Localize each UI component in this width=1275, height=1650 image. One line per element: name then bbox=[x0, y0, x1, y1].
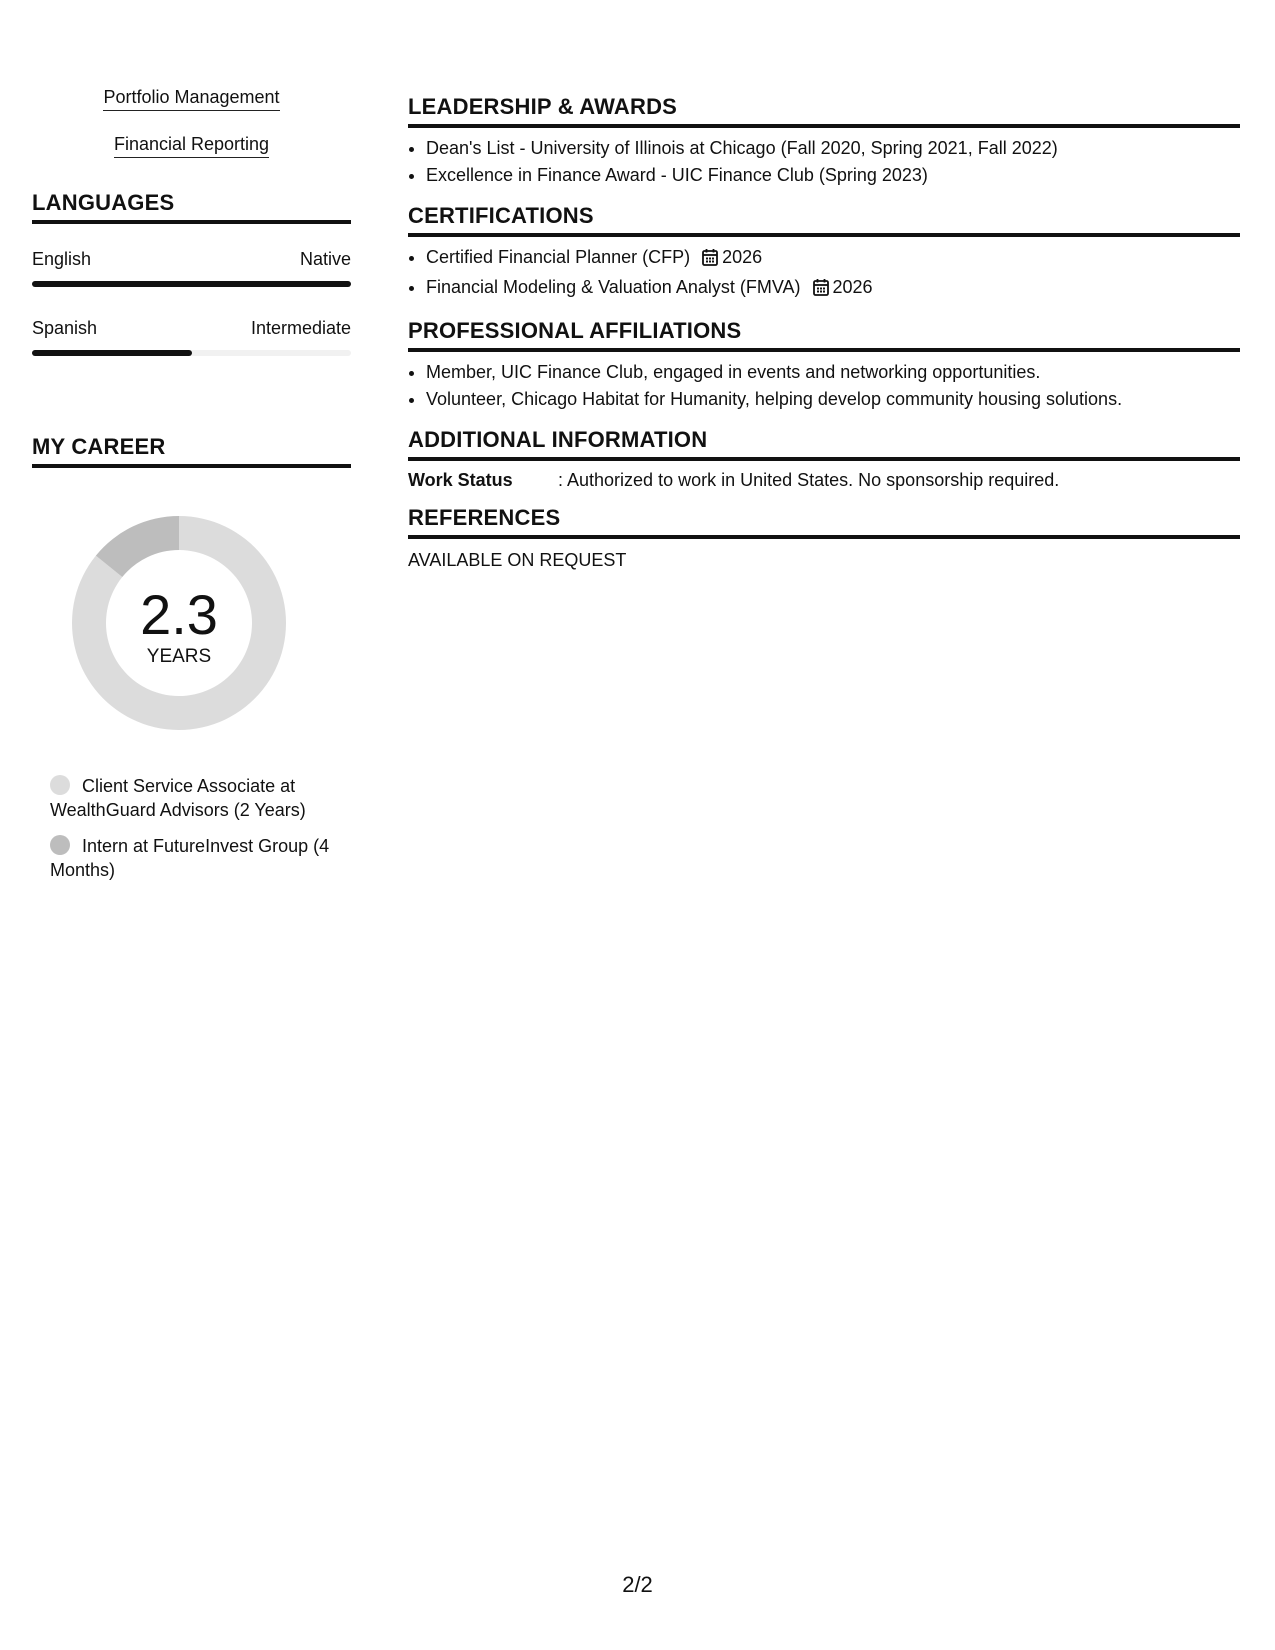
languages-section bbox=[32, 190, 351, 356]
career-unit: YEARS bbox=[146, 646, 212, 667]
leadership-section bbox=[408, 94, 1240, 189]
info-value: : Authorized to work in United States. No sponsorship required. bbox=[558, 470, 1060, 490]
language-name: Spanish bbox=[32, 318, 98, 338]
legend-item bbox=[50, 834, 340, 882]
list-item: • Member, UIC Finance Club, engaged in events and networking opportunities. bbox=[426, 359, 1240, 386]
legend-dot bbox=[50, 775, 70, 795]
skill-item: Portfolio Management bbox=[32, 86, 351, 111]
career-title: MY CAREER bbox=[32, 434, 351, 468]
page-number: 2/2 bbox=[622, 1572, 653, 1597]
left-column bbox=[32, 86, 351, 894]
additional-title: ADDITIONAL INFORMATION bbox=[408, 427, 1240, 461]
certifications-title: CERTIFICATIONS bbox=[408, 203, 1240, 237]
language-item bbox=[32, 317, 351, 356]
career-total: 2.3 bbox=[140, 583, 218, 646]
affiliations-title: PROFESSIONAL AFFILIATIONS bbox=[408, 318, 1240, 352]
language-level: Intermediate bbox=[250, 318, 351, 338]
certification-name: Financial Modeling & Valuation Analyst (FMVA) bbox=[426, 277, 801, 297]
career-donut bbox=[66, 510, 292, 736]
leadership-title: LEADERSHIP & AWARDS bbox=[408, 94, 1240, 128]
calendar-icon bbox=[702, 247, 718, 274]
affiliations-section bbox=[408, 318, 1240, 413]
list-item bbox=[426, 244, 1240, 274]
legend-label: Intern at FutureInvest Group (4 Months) bbox=[50, 836, 330, 880]
languages-title: LANGUAGES bbox=[32, 190, 351, 224]
skill-item: Financial Reporting bbox=[32, 133, 351, 158]
list-item: • Volunteer, Chicago Habitat for Humanity, helping develop community housing solutions. bbox=[426, 386, 1240, 413]
certification-year: 2026 bbox=[722, 247, 763, 267]
donut-center bbox=[66, 583, 292, 668]
references-text: AVAILABLE ON REQUEST bbox=[408, 550, 627, 570]
legend-dot bbox=[50, 835, 70, 855]
legend-item bbox=[50, 774, 340, 822]
list-item: • Excellence in Finance Award - UIC Finance Club (Spring 2023) bbox=[426, 162, 1240, 189]
info-key: Work Status bbox=[408, 470, 513, 490]
language-item bbox=[32, 248, 351, 287]
language-level: Native bbox=[299, 249, 351, 269]
list-item bbox=[426, 274, 1240, 304]
language-bar bbox=[32, 350, 351, 356]
references-title: REFERENCES bbox=[408, 505, 1240, 539]
language-bar bbox=[32, 281, 351, 287]
legend-label: Client Service Associate at WealthGuard Advisors (2 Years) bbox=[50, 776, 306, 820]
language-name: English bbox=[32, 249, 92, 269]
certifications-section bbox=[408, 203, 1240, 304]
language-bar-fill bbox=[32, 281, 351, 287]
certification-name: Certified Financial Planner (CFP) bbox=[426, 247, 691, 267]
references-section bbox=[408, 505, 1240, 571]
calendar-icon bbox=[813, 277, 829, 304]
info-row bbox=[408, 469, 1240, 491]
language-bar-fill bbox=[32, 350, 192, 356]
career-legend bbox=[50, 774, 340, 882]
right-column bbox=[408, 94, 1240, 585]
certification-year: 2026 bbox=[832, 277, 873, 297]
list-item: • Dean's List - University of Illinois at Chicago (Fall 2020, Spring 2021, Fall 2022) bbox=[426, 135, 1240, 162]
additional-section bbox=[408, 427, 1240, 491]
